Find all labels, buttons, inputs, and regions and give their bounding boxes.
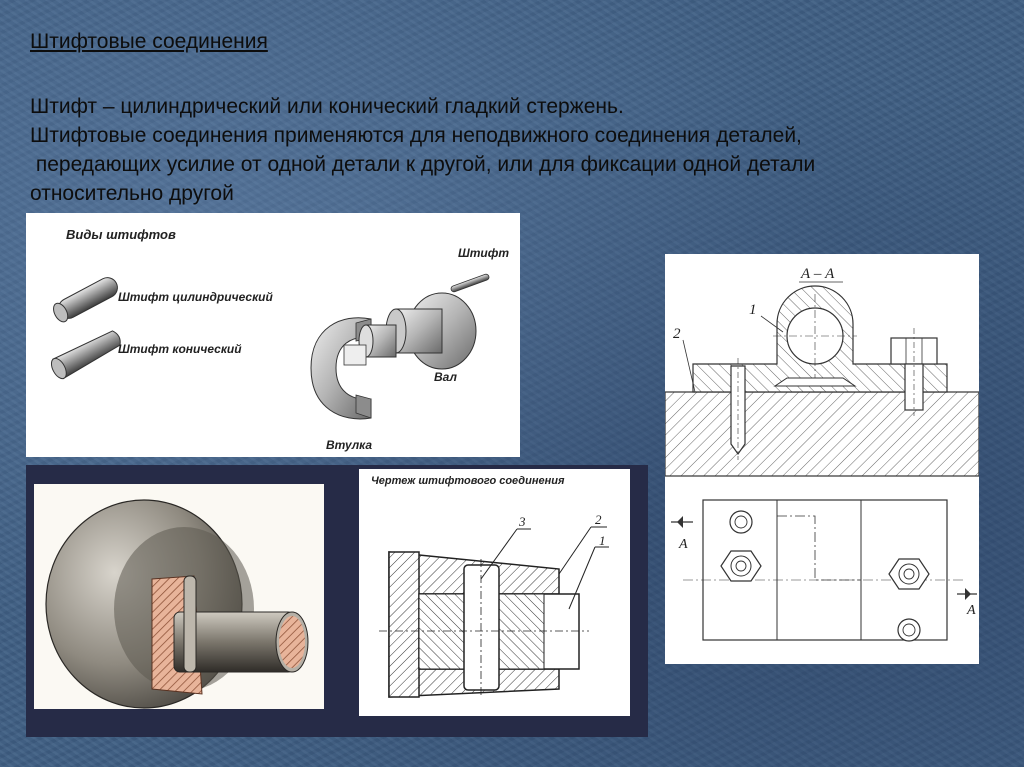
cut-label-right: А xyxy=(967,603,976,618)
slide-body-text xyxy=(30,92,1010,208)
section-callout-1: 1 xyxy=(749,302,757,318)
pin-assembly-photo xyxy=(34,484,324,709)
drawing-callout-2: 2 xyxy=(595,512,602,527)
body-line-3: передающих усилие от одной детали к другой, или для фиксации одной детали xyxy=(30,153,816,176)
section-diagram xyxy=(665,254,979,664)
body-line-1: Штифт – цилиндрический или конический гладкий стержень. xyxy=(30,95,624,118)
pin-types-figure xyxy=(26,213,520,457)
drawing-callout-3: 3 xyxy=(519,514,526,529)
pin-connection-diagram xyxy=(359,469,630,716)
cut-label-left: А xyxy=(679,537,688,552)
bushing-label: Втулка xyxy=(326,438,373,452)
cylindrical-pin-label: Штифт цилиндрический xyxy=(118,290,273,304)
drawing-callout-1: 1 xyxy=(599,533,606,548)
pin-connection-drawing xyxy=(359,469,630,716)
pin-types-heading: Виды штифтов xyxy=(66,227,176,242)
conical-pin-icon xyxy=(48,327,124,381)
pin-label: Штифт xyxy=(458,246,510,260)
body-line-2: Штифтовые соединения применяются для неподвижного соединения деталей, xyxy=(30,124,802,147)
pin-icon xyxy=(450,273,490,292)
shaft-label: Вал xyxy=(434,370,457,384)
drawing-heading: Чертеж штифтового соединения xyxy=(371,475,565,487)
section-label: А – А xyxy=(801,266,835,282)
shaft-icon xyxy=(344,293,476,369)
section-drawing xyxy=(665,254,979,664)
conical-pin-label: Штифт конический xyxy=(118,342,242,356)
pin-assembly-illustration xyxy=(34,484,324,709)
pin-types-illustration xyxy=(26,213,520,457)
body-line-4: относительно другой xyxy=(30,182,234,205)
slide-title: Штифтовые соединения xyxy=(30,30,268,53)
section-callout-2: 2 xyxy=(673,326,681,342)
cylindrical-pin-icon xyxy=(51,274,121,324)
